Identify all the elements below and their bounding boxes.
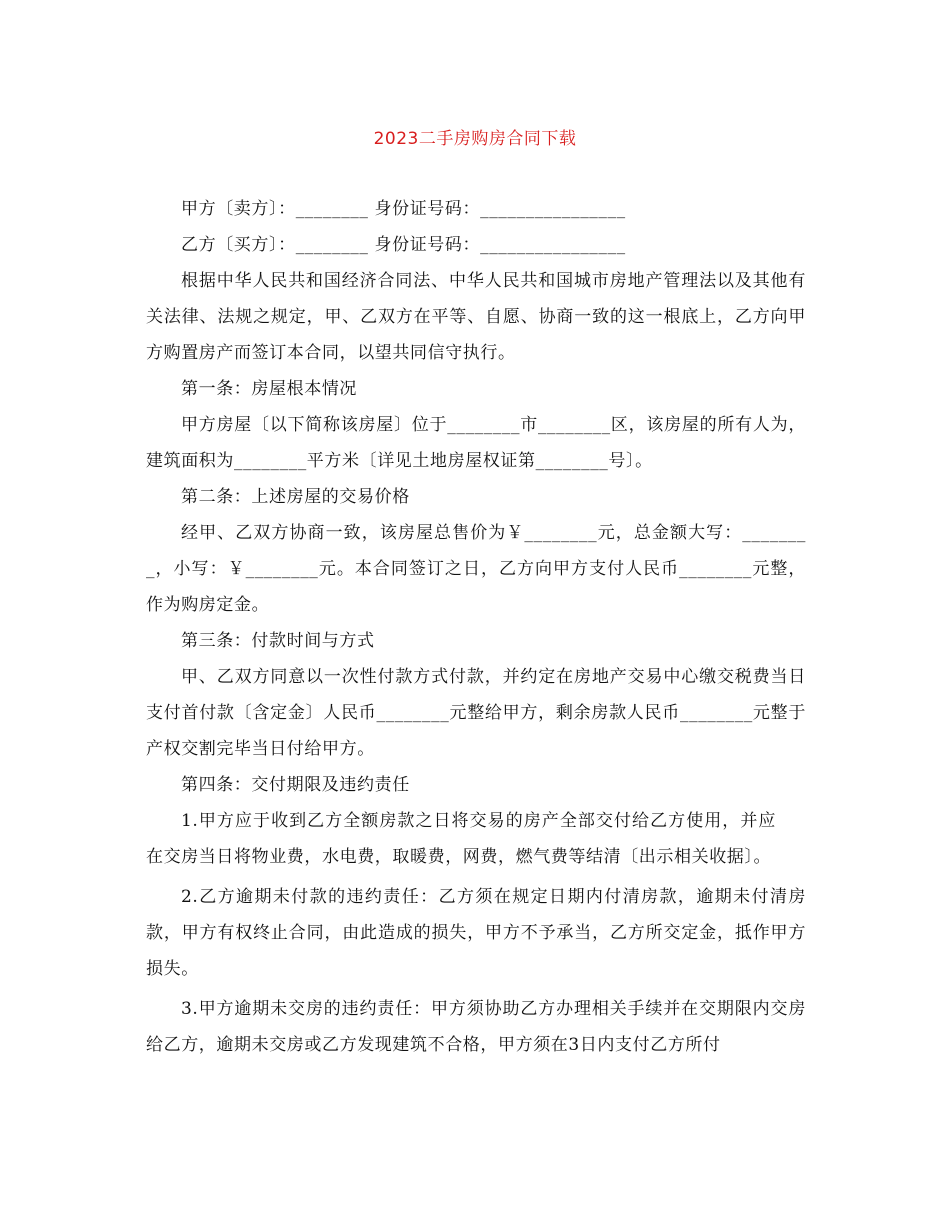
article-4-clause-1: 1.甲方应于收到乙方全额房款之日将交易的房产全部交付给乙方使用，并应在交房当日将物业费，水电费，取暖费，网费，燃气费等结清〔出示相关收据〕。 (146, 811, 776, 867)
article-2-paragraph: 经甲、乙双方协商一致，该房屋总售价为￥________元，总金额大写：________，小写：￥________元。本合同签订之日，乙方向甲方支付人民币________元整，作为购房定金。 (146, 523, 806, 615)
document-title: 2023二手房购房合同下载 (373, 129, 577, 149)
contract-body (146, 191, 806, 1063)
seller-line: 甲方〔卖方〕：________ 身份证号码：________________ (181, 199, 626, 219)
article-2-heading: 第二条：上述房屋的交易价格 (181, 487, 410, 507)
article-4-clause-3: 3.甲方逾期未交房的违约责任：甲方须协助乙方办理相关手续并在交期限内交房给乙方，逾期未交房或乙方发现建筑不合格，甲方须在3日内支付乙方所付 (146, 999, 806, 1055)
preamble-paragraph: 根据中华人民共和国经济合同法、中华人民共和国城市房地产管理法以及其他有关法律、法规之规定，甲、乙双方在平等、自愿、协商一致的这一根底上，乙方向甲方购置房产而签订本合同，以望共同信守执行。 (146, 271, 806, 363)
buyer-line: 乙方〔买方〕：________ 身份证号码：________________ (181, 235, 626, 255)
article-1-heading: 第一条：房屋根本情况 (181, 379, 357, 399)
article-1-paragraph: 甲方房屋〔以下简称该房屋〕位于________市________区，该房屋的所有人为，建筑面积为________平方米〔详见土地房屋权证第________号〕。 (146, 415, 806, 471)
article-4-heading: 第四条：交付期限及违约责任 (181, 775, 410, 795)
article-4-clause-2: 2.乙方逾期未付款的违约责任：乙方须在规定日期内付清房款，逾期未付清房款，甲方有权终止合同，由此造成的损失，甲方不予承当，乙方所交定金，抵作甲方损失。 (146, 887, 806, 979)
article-3-heading: 第三条：付款时间与方式 (181, 631, 375, 651)
article-3-paragraph: 甲、乙双方同意以一次性付款方式付款，并约定在房地产交易中心缴交税费当日支付首付款〔含定金〕人民币________元整给甲方，剩余房款人民币________元整于产权交割完毕当日付给甲方。 (146, 667, 806, 759)
